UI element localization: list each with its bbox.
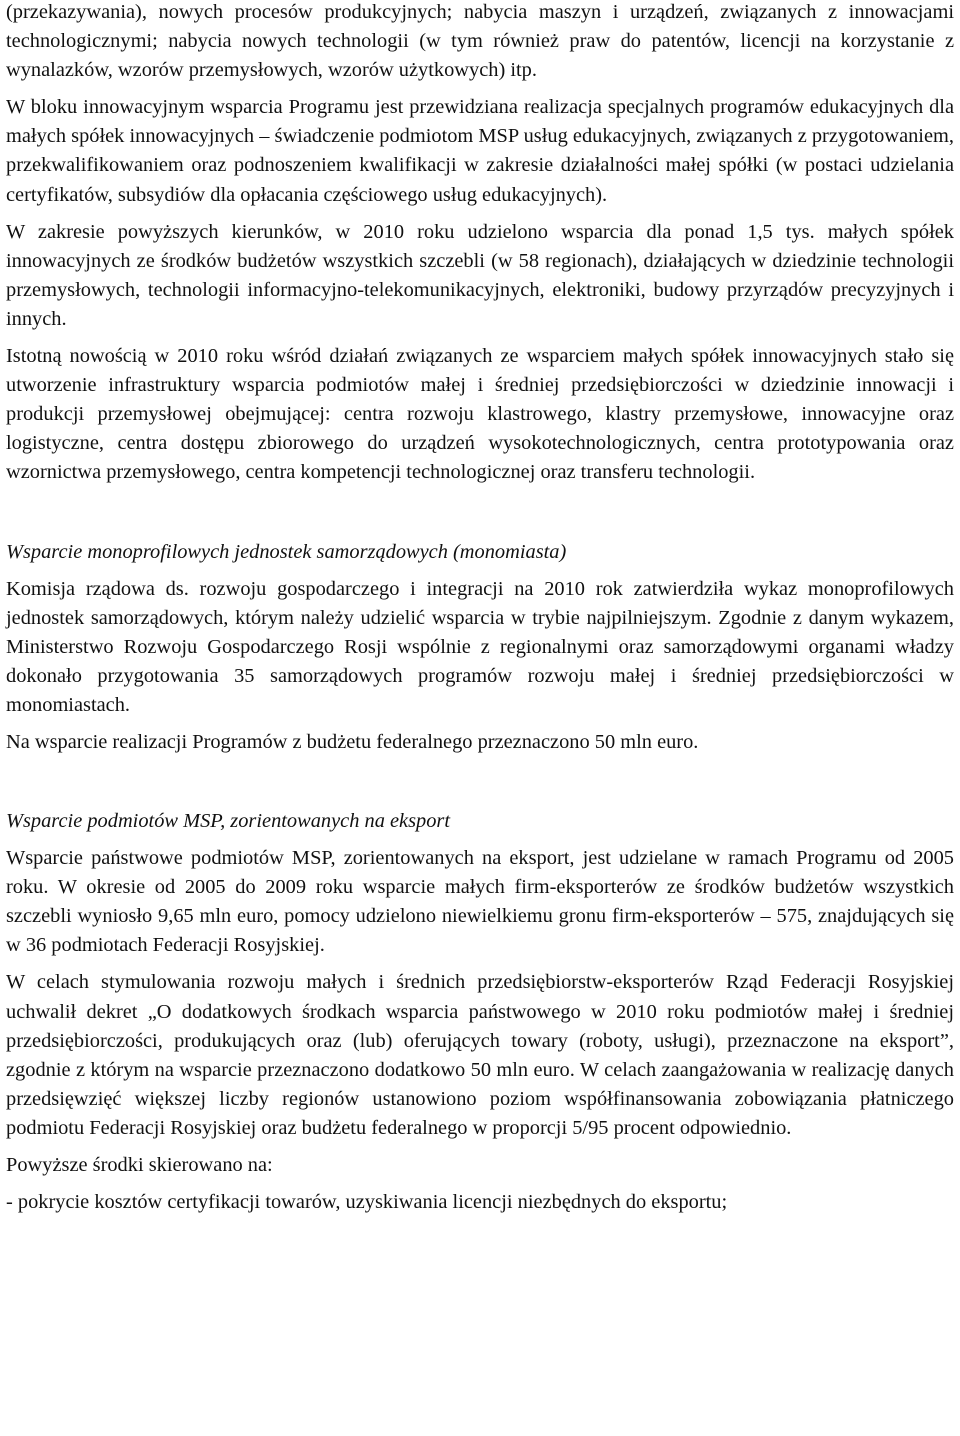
document-page — [6, 0, 954, 1217]
section-heading-monomiasta: Wsparcie monoprofilowych jednostek samorządowych (monomiasta) — [6, 540, 567, 563]
paragraph-infrastructure: Istotną nowością w 2010 roku wśród działań związanych ze wsparciem małych spółek innowacyjnych stało się utworzenie infrastruktury wsparcia podmiotów małej i średniej przedsiębiorczości w dziedzinie innowacji i produkcji przemysłowej obejmującej: centra rozwoju klastrowego, klastry przemysłowe, innowacyjne oraz logistyczne, centra dostępu zbiorowego do urządzeń wysokotechnologicznych, centra prototypowania oraz wzornictwa przemysłowego, centra kompetencji technologicznej oraz transferu technologii. — [6, 345, 954, 484]
paragraph-federal-budget: Na wsparcie realizacji Programów z budżetu federalnego przeznaczono 50 mln euro. — [6, 730, 699, 753]
paragraph-funds-directed: Powyższe środki skierowano na: — [6, 1154, 273, 1176]
paragraph-decree: W celach stymulowania rozwoju małych i średnich przedsiębiorstw-eksporterów Rząd Federacji Rosyjskiej uchwalił dekret „O dodatkowych środkach wsparcia państwowego w 2010 roku podmiotów małej i średniej przedsiębiorczości, produkujących oraz (lub) oferujących towary (roboty, usługi), przeznaczone na eksport”, zgodnie z którym na wsparcie przeznaczono dodatkowo 50 mln euro. W celach zaangażowania w realizację danych przedsięwzięć większej liczby regionów ustanowiono poziom współfinansowania zobowiązania płatniczego podmiotu Federacji Rosyjskiej oraz budżetu federalnego w proporcji 5/95 procent odpowiednio. — [6, 971, 954, 1139]
paragraph-government-commission: Komisja rządowa ds. rozwoju gospodarczego i integracji na 2010 rok zatwierdziła wykaz monoprofilowych jednostek samorządowych, którym należy udzielić wsparcia w trybie najpilniejszym. Zgodnie z danym wykazem, Ministerstwo Rozwoju Gospodarczego Rosji wspólnie z regionalnymi oraz samorządowymi organami władzy dokonało przygotowania 35 samorządowych programów rozwoju małej i średniej przedsiębiorczości w monomiastach. — [6, 577, 954, 716]
paragraph-support-2010: W zakresie powyższych kierunków, w 2010 roku udzielono wsparcia dla ponad 1,5 tys. małych spółek innowacyjnych ze środków budżetów wszystkich szczebli (w 58 regionach), działających w dziedzinie technologii przemysłowych, technologii informacyjno-telekomunikacyjnych, elektroniki, budowy przyrządów precyzyjnych i innych. — [6, 220, 954, 330]
paragraph-export-support: Wsparcie państwowe podmiotów MSP, zorientowanych na eksport, jest udzielane w ramach Programu od 2005 roku. W okresie od 2005 do 2009 roku wsparcie małych firm-eksporterów ze środków budżetów wszystkich szczebli wyniosło 9,65 mln euro, pomocy udzielono niewielkiemu gronu firm-eksporterów – 575, znajdujących się w 36 podmiotach Federacji Rosyjskiej. — [6, 847, 954, 957]
section-heading-export: Wsparcie podmiotów MSP, zorientowanych na eksport — [6, 810, 451, 833]
paragraph-innovation-block: W bloku innowacyjnym wsparcia Programu jest przewidziana realizacja specjalnych programów edukacyjnych dla małych spółek innowacyjnych – świadczenie podmiotom MSP usług edukacyjnych, związanych z przygotowaniem, przekwalifikowaniem oraz podnoszeniem kwalifikacji w zakresie działalności małej spółki (w postaci udzielania certyfikatów, subsydiów dla opłacania częściowego usług edukacyjnych). — [6, 96, 954, 206]
paragraph-continuation: (przekazywania), nowych procesów produkcyjnych; nabycia maszyn i urządzeń, związanych z innowacjami technologicznymi; nabycia nowych technologii (w tym również praw do patentów, licencji na korzystanie z wynalazków, wzorów przemysłowych, wzorów użytkowych) itp. — [6, 1, 954, 82]
list-item-certification: - pokrycie kosztów certyfikacji towarów, uzyskiwania licencji niezbędnych do eksportu; — [6, 1191, 728, 1214]
